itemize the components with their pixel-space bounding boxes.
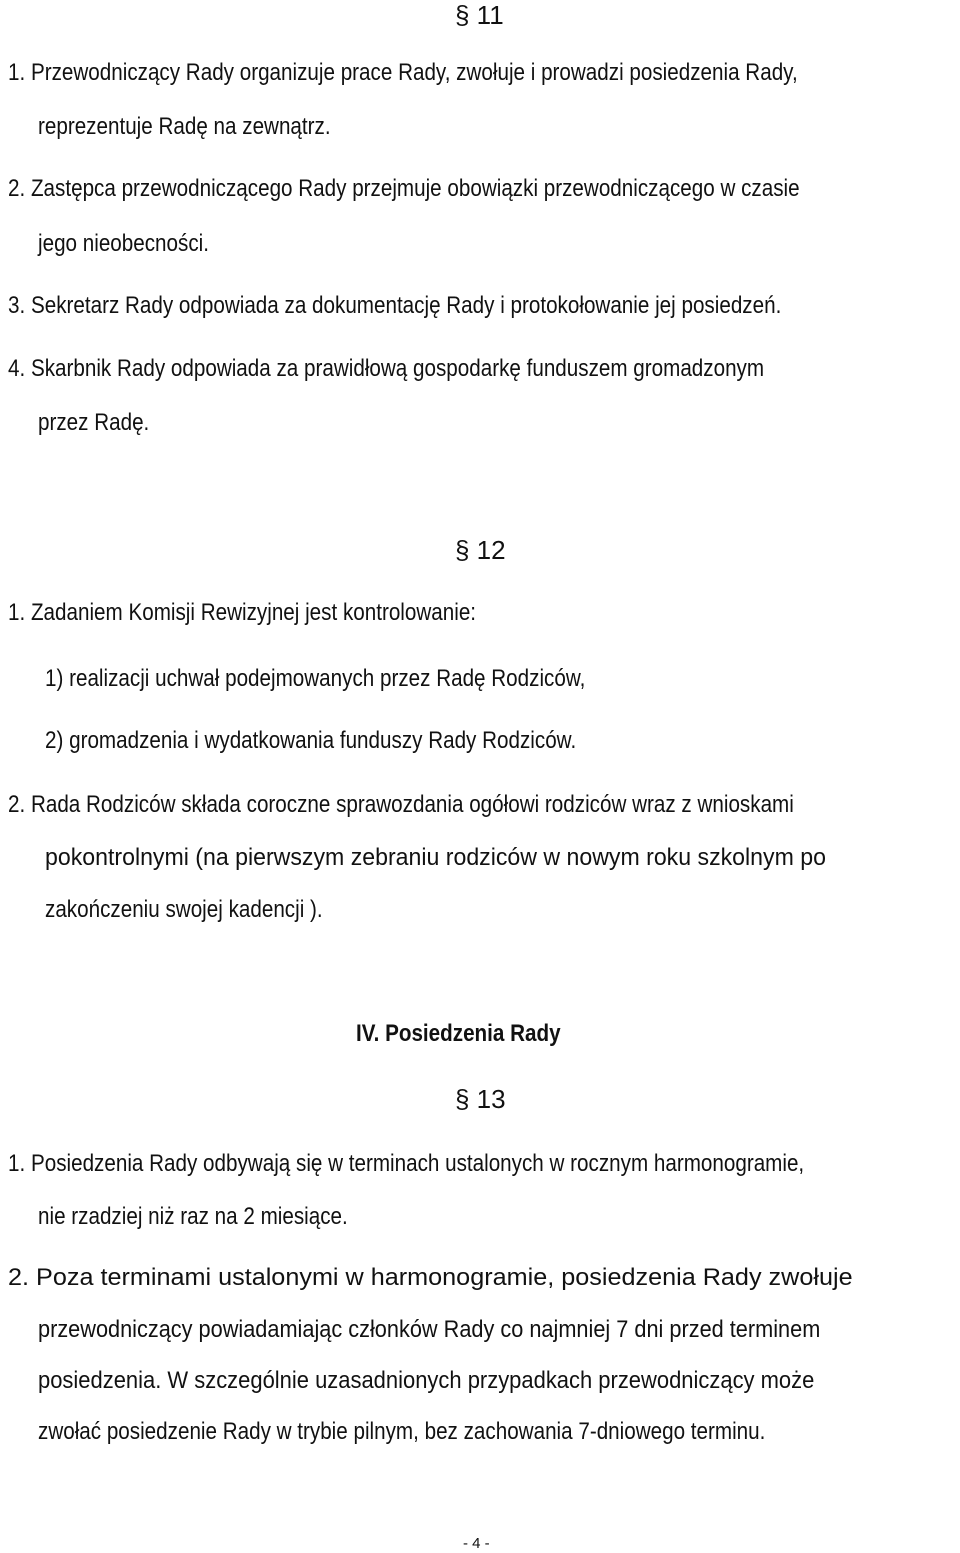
s11-point-4-line-2: przez Radę. xyxy=(38,409,150,436)
s12-point-2-line-1: 2. Rada Rodziców składa coroczne sprawozdania ogółowi rodziców wraz z wnioskami xyxy=(8,791,794,818)
s13-point-1-line-2: nie rzadziej niż raz na 2 miesiące. xyxy=(38,1203,348,1230)
chapter-iv-title: IV. Posiedzenia Rady xyxy=(356,1020,561,1047)
s11-point-3-line-1: 3. Sekretarz Rady odpowiada za dokumentację Rady i protokołowanie jej posiedzeń. xyxy=(8,292,782,319)
section-11-heading: § 11 xyxy=(455,0,504,30)
s11-point-1-line-2: reprezentuje Radę na zewnątrz. xyxy=(38,113,331,140)
s13-point-2-line-3: posiedzenia. W szczególnie uzasadnionych przypadkach przewodniczący może xyxy=(38,1367,815,1394)
s13-point-2-line-2: przewodniczący powiadamiając członków Rady co najmniej 7 dni przed terminem xyxy=(38,1316,821,1343)
s11-point-2-line-2: jego nieobecności. xyxy=(38,230,209,257)
s12-point-1-item-1: 1) realizacji uchwał podejmowanych przez Radę Rodziców, xyxy=(45,665,586,692)
s11-point-4-line-1: 4. Skarbnik Rady odpowiada za prawidłową gospodarkę funduszem gromadzonym xyxy=(8,355,765,382)
page-number: - 4 - xyxy=(463,1535,490,1552)
s13-point-2-line-1: 2. Poza terminami ustalonymi w harmonogramie, posiedzenia Rady zwołuje xyxy=(8,1264,853,1291)
s12-point-1-item-2: 2) gromadzenia i wydatkowania funduszy Rady Rodziców. xyxy=(45,727,577,754)
s13-point-2-line-4: zwołać posiedzenie Rady w trybie pilnym, bez zachowania 7-dniowego terminu. xyxy=(38,1418,766,1445)
s12-point-2-line-2: pokontrolnymi (na pierwszym zebraniu rodziców w nowym roku szkolnym po xyxy=(45,844,826,871)
s13-point-1-line-1: 1. Posiedzenia Rady odbywają się w terminach ustalonych w rocznym harmonogramie, xyxy=(8,1150,805,1177)
section-13-heading: § 13 xyxy=(455,1084,506,1114)
section-12-heading: § 12 xyxy=(455,535,506,565)
s11-point-2-line-1: 2. Zastępca przewodniczącego Rady przejmuje obowiązki przewodniczącego w czasie xyxy=(8,175,800,202)
s12-point-1: 1. Zadaniem Komisji Rewizyjnej jest kontrolowanie: xyxy=(8,599,477,626)
s12-point-2-line-3: zakończeniu swojej kadencji ). xyxy=(45,896,323,923)
s11-point-1-line-1: 1. Przewodniczący Rady organizuje prace Rady, zwołuje i prowadzi posiedzenia Rady, xyxy=(8,59,798,86)
